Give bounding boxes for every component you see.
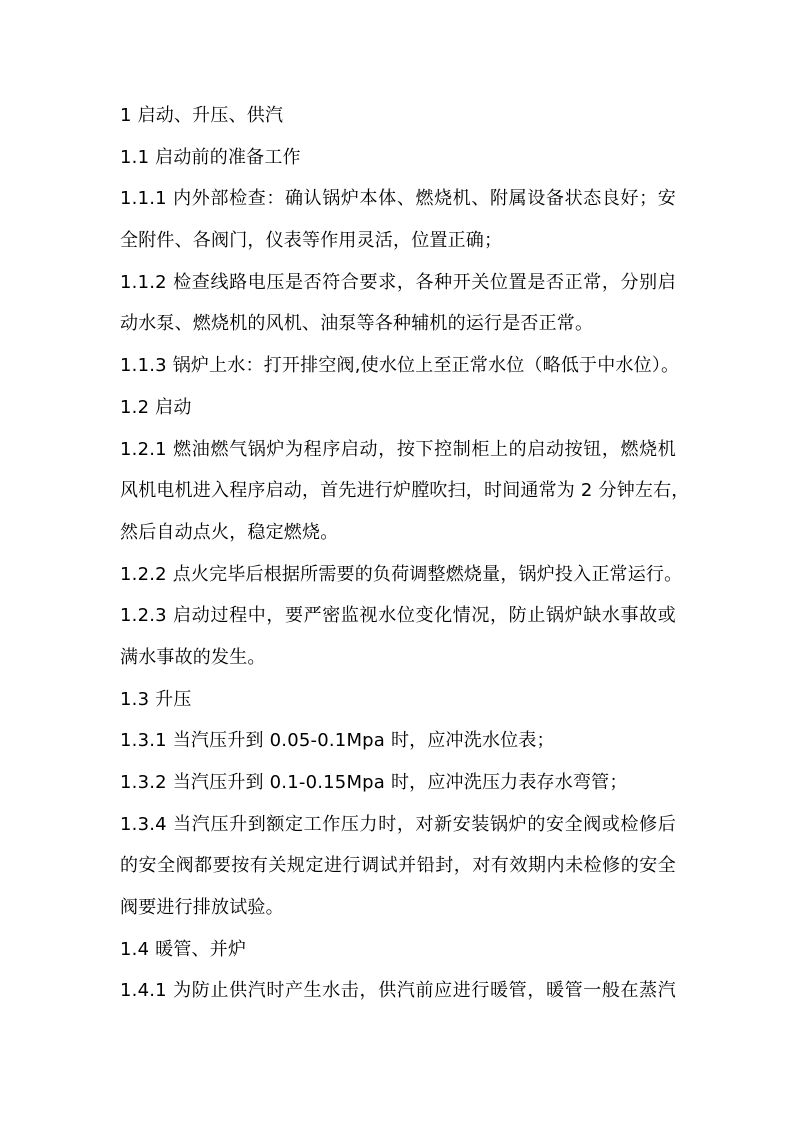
paragraph-line: 1.2.3 启动过程中，要严密监视水位变化情况，防止锅炉缺水事故或	[120, 605, 676, 627]
section-heading-1-2: 1.2 启动	[120, 396, 192, 418]
paragraph-line: 满水事故的发生。	[120, 646, 266, 668]
paragraph-line: 动水泵、燃烧机的风机、油泵等各种辅机的运行是否正常。	[120, 313, 594, 335]
section-heading-1-3: 1.3 升压	[120, 688, 192, 710]
section-heading-1-1: 1.1 启动前的准备工作	[120, 146, 301, 168]
paragraph-line: 的安全阀都要按有关规定进行调试并铅封，对有效期内未检修的安全	[120, 855, 676, 877]
paragraph-line: 1.3.1 当汽压升到 0.05-0.1Mpa 时，应冲洗水位表；	[120, 730, 555, 752]
paragraph-line: 全附件、各阀门，仪表等作用灵活，位置正确；	[120, 230, 503, 252]
document-page	[120, 104, 690, 1021]
section-heading-1-4: 1.4 暖管、并炉	[120, 938, 247, 960]
paragraph-line: 1.1.3 锅炉上水：打开排空阀,使水位上至正常水位（略低于中水位）。	[120, 355, 680, 377]
paragraph-line: 1.1.1 内外部检查：确认锅炉本体、燃烧机、附属设备状态良好；安	[120, 188, 676, 210]
paragraph-line: 1.1.2 检查线路电压是否符合要求，各种开关位置是否正常，分别启	[120, 271, 676, 293]
section-heading-1: 1 启动、升压、供汽	[120, 105, 284, 126]
paragraph-line: 风机电机进入程序启动，首先进行炉膛吹扫，时间通常为 2 分钟左右，	[120, 480, 690, 502]
paragraph-line: 1.4.1 为防止供汽时产生水击，供汽前应进行暖管，暖管一般在蒸汽	[120, 980, 676, 1002]
paragraph-line: 阀要进行排放试验。	[120, 897, 284, 919]
paragraph-line: 1.3.4 当汽压升到额定工作压力时，对新安装锅炉的安全阀或检修后	[120, 813, 676, 835]
paragraph-line: 1.3.2 当汽压升到 0.1-0.15Mpa 时，应冲洗压力表存水弯管；	[120, 772, 628, 793]
paragraph-line: 1.2.1 燃油燃气锅炉为程序启动，按下控制柜上的启动按钮，燃烧机	[120, 438, 676, 460]
paragraph-line: 1.2.2 点火完毕后根据所需要的负荷调整燃烧量，锅炉投入正常运行。	[120, 563, 683, 585]
paragraph-line: 然后自动点火，稳定燃烧。	[120, 521, 339, 543]
